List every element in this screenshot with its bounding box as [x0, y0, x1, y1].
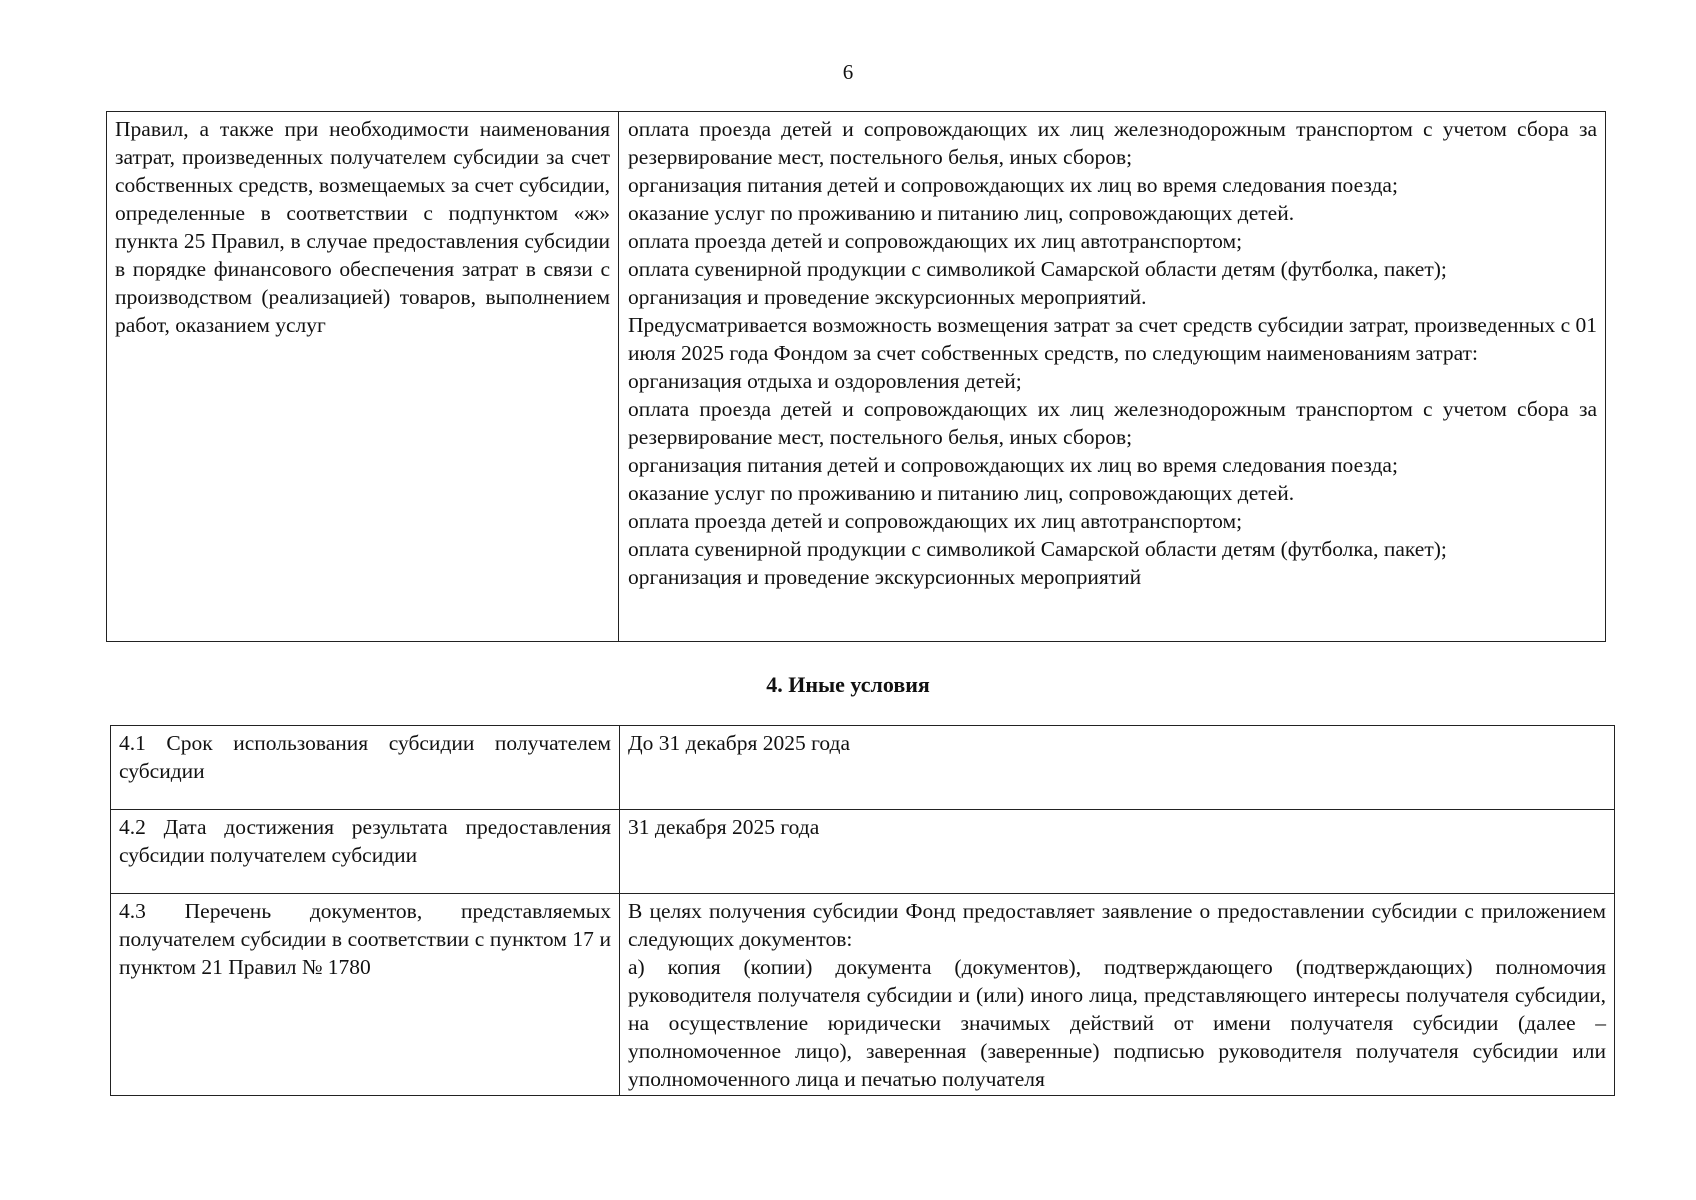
- list-item: оплата проезда детей и сопровождающих их лиц автотранспортом;: [628, 509, 1243, 533]
- list-item: организация питания детей и сопровождающих их лиц во время следования поезда;: [628, 453, 1398, 477]
- other-conditions-table: [110, 725, 1615, 1096]
- expenses-table: [106, 111, 1606, 642]
- page-number: 6: [842, 60, 854, 84]
- condition-value: [620, 894, 1615, 1096]
- table-row: [111, 810, 1615, 894]
- list-item: оплата проезда детей и сопровождающих их лиц железнодорожным транспортом с учетом сбора за резервирование мест, постельного белья, иных сборов;: [628, 117, 1597, 169]
- list-item: Предусматривается возможность возмещения затрат за счет средств субсидии затрат, произведенных с 01 июля 2025 года Фондом за счет собственных средств, по следующим наименованиям затрат:: [628, 313, 1598, 365]
- list-item: организация и проведение экскурсионных мероприятий: [628, 565, 1142, 589]
- condition-value-text: В целях получения субсидии Фонд предоставляет заявление о предоставлении субсидии с приложением следующих документов:: [628, 899, 1606, 951]
- condition-value-text: До 31 декабря 2025 года: [628, 731, 851, 755]
- condition-label: 4.1 Срок использования субсидии получателем субсидии: [111, 726, 620, 810]
- expenses-list-cell: [619, 112, 1606, 642]
- list-item: оплата сувенирной продукции с символикой Самарской области детям (футболка, пакет);: [628, 537, 1447, 561]
- condition-label: 4.2 Дата достижения результата предоставления субсидии получателем субсидии: [111, 810, 620, 894]
- list-item: оплата проезда детей и сопровождающих их лиц автотранспортом;: [628, 229, 1243, 253]
- table-row: [107, 112, 1606, 642]
- table-row: [111, 894, 1615, 1096]
- list-item: организация питания детей и сопровождающих их лиц во время следования поезда;: [628, 173, 1398, 197]
- list-item: оказание услуг по проживанию и питанию лиц, сопровождающих детей.: [628, 201, 1295, 225]
- condition-label: 4.3 Перечень документов, представляемых получателем субсидии в соответствии с пунктом 17 и пунктом 21 Правил № 1780: [111, 894, 620, 1096]
- list-item: оплата проезда детей и сопровождающих их лиц железнодорожным транспортом с учетом сбора за резервирование мест, постельного белья, иных сборов;: [628, 397, 1597, 449]
- expenses-label-cell: Правил, а также при необходимости наименования затрат, произведенных получателем субсидии за счет собственных средств, возмещаемых за счет субсидии, определенные в соответствии с подпунктом «ж» пункта 25 Правил, в случае предоставления субсидии в порядке финансового обеспечения затрат в связи с производством (реализацией) товаров, выполнением работ, оказанием услуг: [107, 112, 619, 642]
- table-row: [111, 726, 1615, 810]
- list-item: оказание услуг по проживанию и питанию лиц, сопровождающих детей.: [628, 481, 1295, 505]
- list-item: организация отдыха и оздоровления детей;: [628, 369, 1022, 393]
- condition-value: [620, 810, 1615, 894]
- list-item: оплата сувенирной продукции с символикой Самарской области детям (футболка, пакет);: [628, 257, 1447, 281]
- condition-value-text: 31 декабря 2025 года: [628, 815, 820, 839]
- condition-value-text: а) копия (копии) документа (документов), подтверждающего (подтверждающих) полномочия руководителя получателя субсидии и (или) иного лица, представляющего интересы получателя субсидии, на осуществление юридически значимых действий от имени получателя субсидии (далее – уполномоченное лицо), заверенная (заверенные) подписью руководителя получателя субсидии или уполномоченного лица и печатью получателя: [628, 955, 1606, 1091]
- list-item: организация и проведение экскурсионных мероприятий.: [628, 285, 1147, 309]
- condition-value: [620, 726, 1615, 810]
- section-title: 4. Иные условия: [766, 672, 930, 697]
